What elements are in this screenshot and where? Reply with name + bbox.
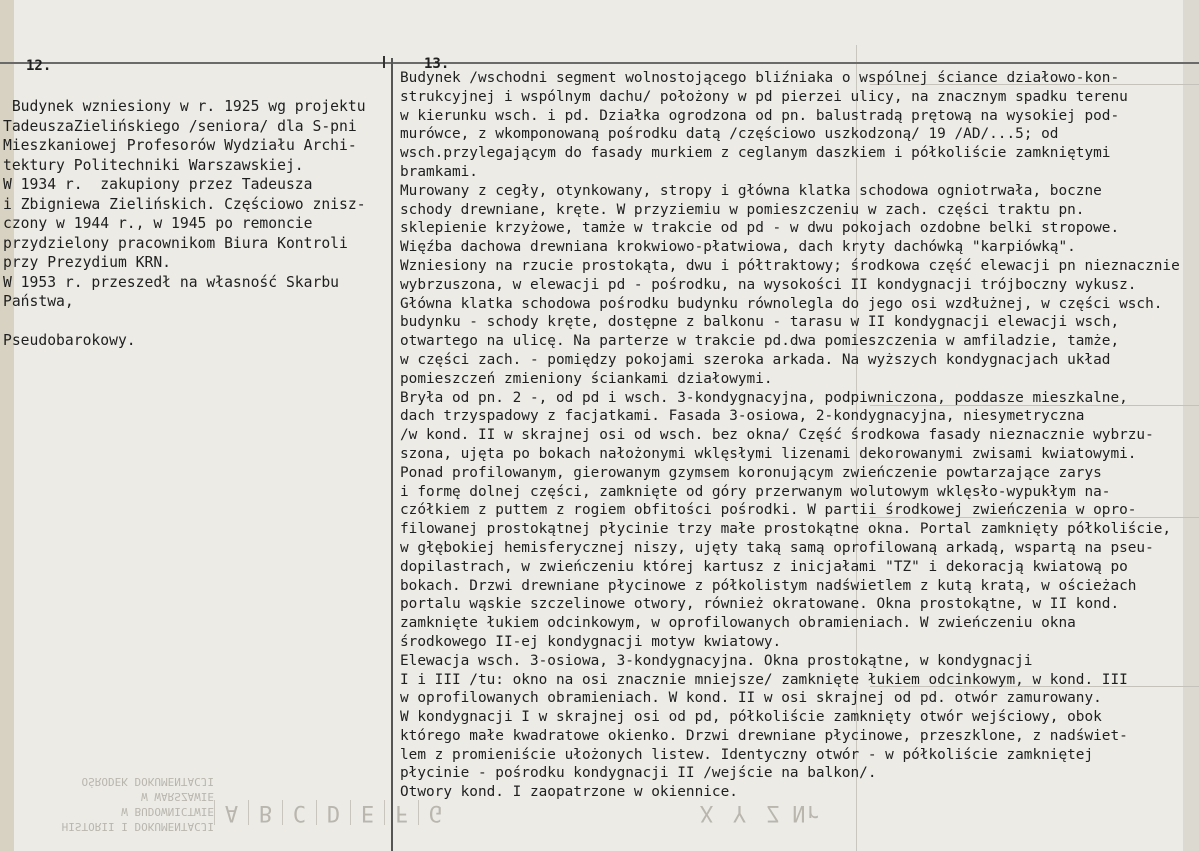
- description-line: I i III /tu: okno na osi znacznie mniejsze/ zamknięte łukiem odcinkowym, w kond. III: [400, 671, 1128, 688]
- page-number-right: 13.: [424, 56, 450, 72]
- history-line: W 1934 r. zakupiony przez Tadeusza: [3, 176, 313, 193]
- stamp-org-line: W WARSZAWIE: [141, 790, 214, 803]
- description-line: bokach. Drzwi drewniane płycinowe z półkolistym nadświetlem z kutą kratą, w ościeżach: [400, 577, 1137, 594]
- description-line: Więźba dachowa drewniana krokwiowo-płatwiowa, dach kryty dachówką "karpiówką".: [400, 239, 1076, 256]
- description-line: wsch.przylegającym do fasady murkiem z ceglanym daszkiem i półkoliście zamkniętymi: [400, 145, 1111, 162]
- header-rule: [0, 62, 1199, 64]
- description-line: Otwory kond. I zaopatrzone w okiennice.: [400, 784, 738, 801]
- description-line: płycinie - pośrodku kondygnacji II /wejście na balkon/.: [400, 765, 877, 782]
- column-divider: [391, 58, 393, 851]
- description-line: dach trzyspadowy z facjatkami. Fasada 3-osiowa, 2-kondygnacyjna, niesymetryczna: [400, 408, 1085, 425]
- history-line: Budynek wzniesiony w r. 1925 wg projektu: [3, 98, 366, 115]
- description-line: szona, ujęta po bokach nałożonymi wklęsłymi lizenami dekorowanymi zwisami kwiatowymi.: [400, 445, 1137, 462]
- description-line: Elewacja wsch. 3-osiowa, 3-kondygnacyjna. Okna prostokątne, w kondygnacji: [400, 652, 1033, 669]
- history-line: i Zbigniewa Zielińskich. Częściowo znisz-: [3, 195, 366, 213]
- stamp-organization: [0, 774, 214, 834]
- description-line: pomieszczeń zmieniony ściankami działowymi.: [400, 370, 773, 387]
- description-line: wybrzuszona, w elewacji pd - pośrodku, na wysokości II kondygnacji trójboczny wykusz.: [400, 276, 1137, 293]
- description-line: w głębokiej hemisferycznej niszy, ujęty taką samą oprofilowaną arkadą, wspartą na pseu-: [400, 539, 1154, 556]
- header-tick-mark: [383, 56, 385, 68]
- stamp-letter: D: [316, 800, 350, 825]
- description-line: budynku - schody kręte, dostępne z balkonu - tarasu w II kondygnacji elewacji wsch,: [400, 314, 1120, 331]
- stamp-letter: E: [350, 800, 384, 825]
- history-column: [3, 97, 388, 351]
- description-line: Ponad profilowanym, gierowanym gzymsem koronującym zwieńczenie powtarzające zarys: [400, 464, 1102, 481]
- description-line: Bryła od pn. 2 -, od pd i wsch. 3-kondygnacyjna, podpiwniczona, poddasze mieszkalne,: [400, 389, 1128, 406]
- stamp-org-line: W BUDOWNICTWIE: [121, 805, 214, 818]
- description-line: W kondygnacji I w skrajnej osi od pd, półkoliście zamknięty otwór wejściowy, obok: [400, 709, 1102, 726]
- stamp-letter: Y: [732, 800, 747, 825]
- description-line: schody drewniane, kręte. W przyziemiu w pomieszczeniu w zach. części traktu pn.: [400, 201, 1085, 218]
- history-line: Mieszkaniowej Profesorów Wydziału Archi-: [3, 137, 357, 154]
- description-line: /w kond. II w skrajnej osi od wsch. bez okna/ Część środkowa fasady nieznacznie wybrzu-: [400, 427, 1154, 444]
- description-line: i formę dolnej części, zamknięte od góry przerwanym wolutowym wklęsło-wypukłym na-: [400, 483, 1111, 500]
- stamp-org-line: HISTORII I DOKUMENTACJI: [61, 820, 214, 833]
- history-line: TadeuszaZielińskiego /seniora/ dla S-pni: [3, 117, 357, 135]
- description-line: czółkiem z puttem z rogiem obfitości pośrodki. W partii środkowej zwieńczenia w opro-: [400, 502, 1137, 519]
- description-line: otwartego na ulicę. Na parterze w trakcie pd.dwa pomieszczenia w amfiladzie, tamże,: [400, 333, 1120, 350]
- description-line: Murowany z cegły, otynkowany, stropy i główna klatka schodowa ogniotrwała, boczne: [400, 182, 1102, 199]
- description-line: murówce, z wkomponowaną pośrodku datą /częściowo uszkodzoną/ 19 /AD/...5; od: [400, 126, 1059, 143]
- architectural-style: Pseudobarokowy.: [3, 332, 136, 349]
- description-column: [400, 69, 1195, 802]
- description-line: środkowego II-ej kondygnacji motyw kwiatowy.: [400, 633, 782, 650]
- history-line: przydzielony pracownikom Biura Kontroli: [3, 234, 348, 252]
- stamp-index-letters-right: [690, 800, 822, 825]
- description-line: Wzniesiony na rzucie prostokąta, dwu i półtraktowy; środkowa część elewacji pn nieznacznie: [400, 257, 1180, 274]
- stamp-org-line: OŚRODEK DOKUMENTACJI: [81, 775, 214, 788]
- stamp-letter: G: [418, 800, 452, 825]
- stamp-letter: A: [214, 800, 248, 825]
- description-line: zamknięte łukiem odcinkowym, w oprofilowanych obramieniach. W zwieńczeniu okna: [400, 615, 1076, 632]
- stamp-letter: X: [699, 800, 714, 825]
- description-line: strukcyjnej i wspólnym dachu/ położony w pd pierzei ulicy, na znacznym spadku terenu: [400, 88, 1128, 105]
- description-line: Główna klatka schodowa pośrodku budynku równolegla do jego osi wzdłużnej, w części wsch.: [400, 295, 1163, 312]
- history-line: czony w 1944 r., w 1945 po remoncie: [3, 215, 313, 232]
- description-line: filowanej prostokątnej płycinie trzy małe prostokątne okna. Portal zamknięty półkoliście,: [400, 521, 1172, 538]
- paragraph-gap: [3, 312, 388, 332]
- stamp-letter: Z: [765, 800, 780, 825]
- history-line: tektury Politechniki Warszawskiej.: [3, 156, 304, 174]
- stamp-letter: Nr: [792, 800, 819, 825]
- description-line: w oprofilowanych obramieniach. W kond. II w osi skrajnej od pd. otwór zamurowany.: [400, 690, 1102, 707]
- description-line: lem z promieniście ułożonych listew. Identyczny otwór - w półkoliście zamkniętej: [400, 746, 1094, 763]
- stamp-letter: C: [282, 800, 316, 825]
- stamp-letter: B: [248, 800, 282, 825]
- archive-stamp-bleed: [0, 770, 1000, 851]
- description-line: w części zach. - pomiędzy pokojami szeroka arkada. Na wyższych kondygnacjach układ: [400, 351, 1111, 368]
- history-line: Państwa,: [3, 293, 74, 310]
- description-line: Budynek /wschodni segment wolnostojącego bliźniaka o wspólnej ściance działowo-kon-: [400, 70, 1120, 86]
- description-line: portalu wąskie szczelinowe otwory, również okratowane. Okna prostokątne, w II kond.: [400, 596, 1120, 613]
- description-line: bramkami.: [400, 163, 478, 180]
- description-line: sklepienie krzyżowe, tamże w trakcie od pd - w dwu pokojach ozdobne belki stropowe.: [400, 220, 1120, 237]
- description-line: dopilastrach, w zwieńczeniu której kartusz z inicjałami "TZ" i dekoracją kwiatową po: [400, 558, 1128, 575]
- stamp-letter: F: [384, 800, 418, 825]
- page-number-left: 12.: [26, 58, 52, 74]
- history-line: W 1953 r. przeszedł na własność Skarbu: [3, 273, 340, 291]
- history-line: przy Prezydium KRN.: [3, 254, 172, 271]
- description-line: w kierunku wsch. i pd. Działka ogrodzona od pn. balustradą prętową na wysokiej pod-: [400, 107, 1120, 124]
- stamp-index-letters: [214, 800, 452, 825]
- description-line: którego małe kwadratowe okienko. Drzwi drewniane płycinowe, przeszklone, z nadświet-: [400, 727, 1128, 744]
